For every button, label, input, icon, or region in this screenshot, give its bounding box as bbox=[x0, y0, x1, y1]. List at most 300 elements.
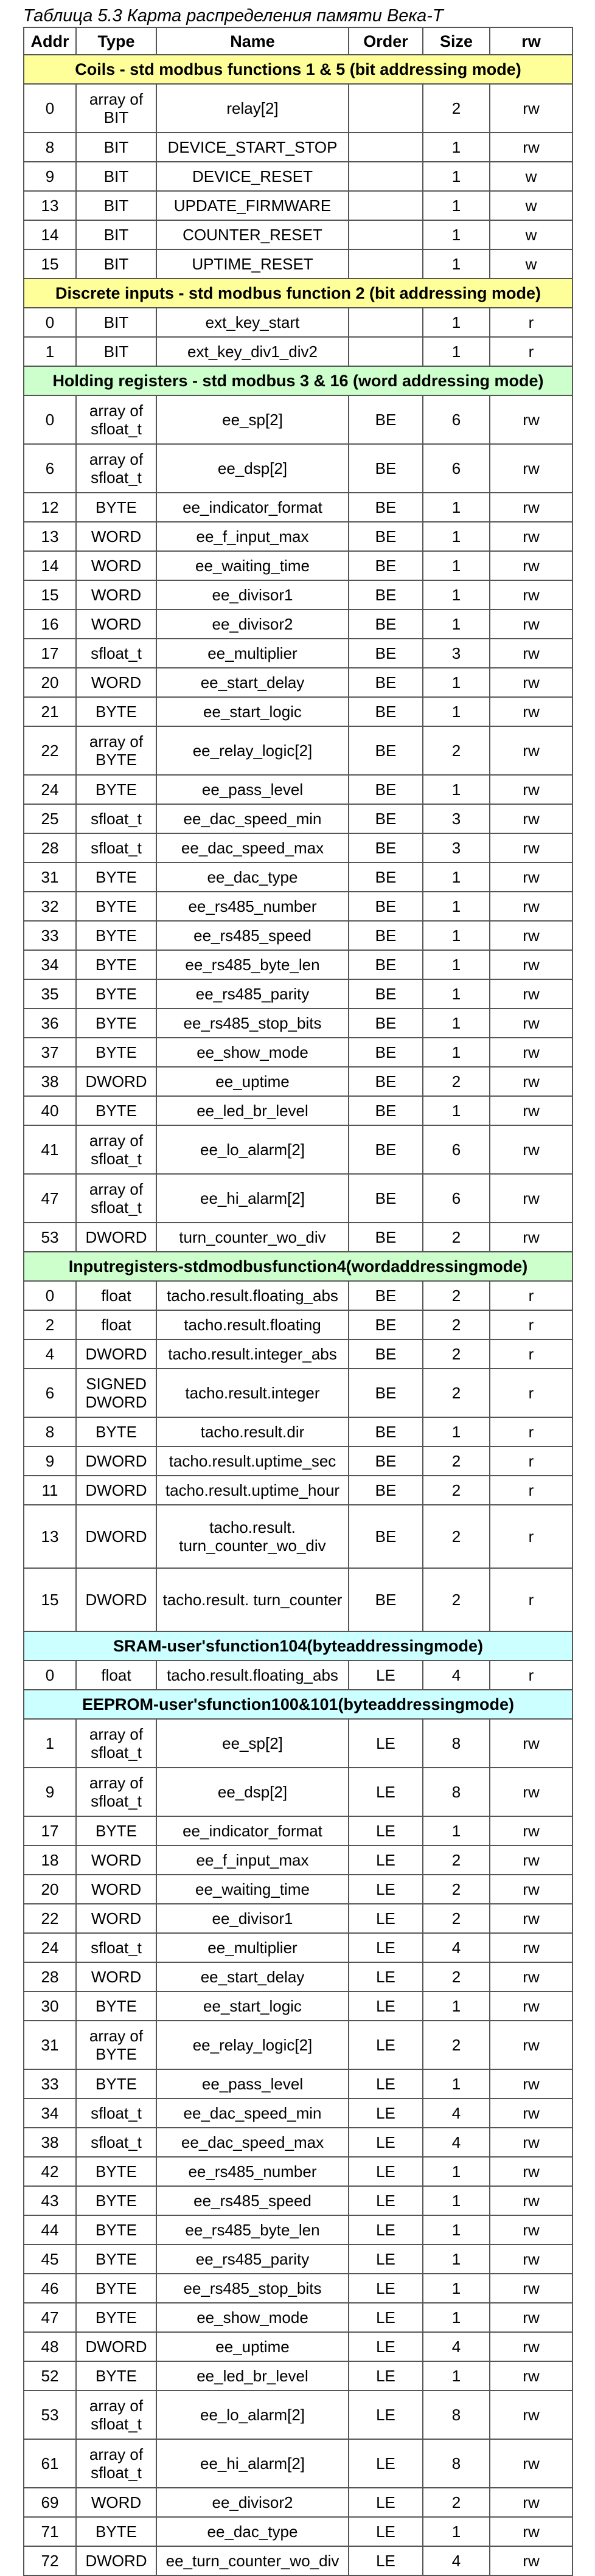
cell-size: 1 bbox=[423, 2274, 490, 2303]
cell-name: tacho.result.uptime_sec bbox=[156, 1446, 349, 1476]
cell-name: ee_divisor2 bbox=[156, 2488, 349, 2517]
cell-name: ee_pass_level bbox=[156, 2069, 349, 2099]
cell-name: ee_dac_type bbox=[156, 2517, 349, 2546]
table-row bbox=[24, 551, 572, 580]
cell-name: ee_f_input_max bbox=[156, 522, 349, 551]
cell-addr: 0 bbox=[24, 84, 76, 133]
cell-size: 2 bbox=[423, 1310, 490, 1339]
table-row bbox=[24, 522, 572, 551]
cell-addr: 0 bbox=[24, 308, 76, 337]
cell-type: WORD bbox=[76, 1875, 156, 1904]
table-row bbox=[24, 1962, 572, 1991]
cell-size: 1 bbox=[423, 249, 490, 279]
cell-size: 1 bbox=[423, 2069, 490, 2099]
cell-type: BYTE bbox=[76, 775, 156, 804]
table-row bbox=[24, 1009, 572, 1038]
header-size: Size bbox=[423, 27, 490, 55]
cell-type: DWORD bbox=[76, 2546, 156, 2575]
cell-addr: 72 bbox=[24, 2546, 76, 2575]
cell-order bbox=[349, 337, 423, 366]
cell-size: 1 bbox=[423, 1991, 490, 2021]
cell-name: ee_divisor1 bbox=[156, 580, 349, 609]
cell-order: LE bbox=[349, 2157, 423, 2186]
cell-rw: rw bbox=[490, 551, 572, 580]
cell-order: BE bbox=[349, 1281, 423, 1310]
cell-type: array of BIT bbox=[76, 84, 156, 133]
cell-addr: 1 bbox=[24, 1719, 76, 1768]
cell-name: ee_indicator_format bbox=[156, 493, 349, 522]
table-row bbox=[24, 1096, 572, 1125]
cell-size: 4 bbox=[423, 1661, 490, 1690]
cell-rw: rw bbox=[490, 1991, 572, 2021]
cell-size: 1 bbox=[423, 609, 490, 639]
cell-rw: rw bbox=[490, 1933, 572, 1962]
cell-addr: 9 bbox=[24, 1446, 76, 1476]
cell-order: LE bbox=[349, 2361, 423, 2390]
table-row bbox=[24, 1991, 572, 2021]
cell-addr: 6 bbox=[24, 1369, 76, 1417]
cell-order: BE bbox=[349, 863, 423, 892]
cell-rw: r bbox=[490, 1568, 572, 1631]
cell-order: BE bbox=[349, 1223, 423, 1252]
cell-rw: rw bbox=[490, 950, 572, 979]
cell-rw: rw bbox=[490, 1038, 572, 1067]
table-row bbox=[24, 668, 572, 697]
cell-type: DWORD bbox=[76, 1067, 156, 1096]
table-row bbox=[24, 308, 572, 337]
table-row bbox=[24, 1281, 572, 1310]
cell-rw: rw bbox=[490, 1962, 572, 1991]
cell-rw: r bbox=[490, 1339, 572, 1369]
cell-size: 4 bbox=[423, 2099, 490, 2128]
cell-size: 1 bbox=[423, 551, 490, 580]
cell-addr: 15 bbox=[24, 249, 76, 279]
cell-size: 6 bbox=[423, 1125, 490, 1174]
cell-rw: rw bbox=[490, 2215, 572, 2244]
cell-size: 8 bbox=[423, 2390, 490, 2439]
table-row bbox=[24, 2128, 572, 2157]
table-row bbox=[24, 1369, 572, 1417]
cell-addr: 0 bbox=[24, 1661, 76, 1690]
cell-size: 2 bbox=[423, 1067, 490, 1096]
table-row bbox=[24, 249, 572, 279]
cell-size: 1 bbox=[423, 668, 490, 697]
cell-addr: 13 bbox=[24, 191, 76, 220]
cell-size: 1 bbox=[423, 162, 490, 191]
cell-type: WORD bbox=[76, 2488, 156, 2517]
table-row bbox=[24, 1933, 572, 1962]
cell-rw: rw bbox=[490, 2546, 572, 2575]
table-row bbox=[24, 639, 572, 668]
cell-order: LE bbox=[349, 2069, 423, 2099]
cell-size: 1 bbox=[423, 1816, 490, 1845]
cell-order: LE bbox=[349, 1768, 423, 1816]
cell-name: ee_sp[2] bbox=[156, 1719, 349, 1768]
table-row bbox=[24, 804, 572, 833]
cell-order: LE bbox=[349, 2303, 423, 2332]
table-row bbox=[24, 1125, 572, 1174]
header-type: Type bbox=[76, 27, 156, 55]
cell-size: 1 bbox=[423, 2186, 490, 2215]
cell-order: LE bbox=[349, 2546, 423, 2575]
cell-size: 2 bbox=[423, 1505, 490, 1568]
cell-type: array of sfloat_t bbox=[76, 1768, 156, 1816]
table-row bbox=[24, 2517, 572, 2546]
cell-size: 2 bbox=[423, 726, 490, 775]
cell-addr: 71 bbox=[24, 2517, 76, 2546]
cell-size: 1 bbox=[423, 308, 490, 337]
cell-type: BIT bbox=[76, 308, 156, 337]
cell-name: relay[2] bbox=[156, 84, 349, 133]
section-header bbox=[24, 1690, 572, 1719]
cell-name: ee_dac_speed_min bbox=[156, 804, 349, 833]
cell-name: ee_dac_speed_max bbox=[156, 2128, 349, 2157]
cell-name: tacho.result.floating bbox=[156, 1310, 349, 1339]
cell-addr: 24 bbox=[24, 775, 76, 804]
cell-type: array of sfloat_t bbox=[76, 2439, 156, 2488]
cell-type: sfloat_t bbox=[76, 1933, 156, 1962]
cell-size: 8 bbox=[423, 1768, 490, 1816]
section-header bbox=[24, 55, 572, 84]
cell-order: BE bbox=[349, 493, 423, 522]
cell-order: BE bbox=[349, 444, 423, 493]
cell-size: 2 bbox=[423, 2488, 490, 2517]
cell-name: ee_lo_alarm[2] bbox=[156, 2390, 349, 2439]
cell-addr: 8 bbox=[24, 1417, 76, 1446]
cell-name: ee_rs485_stop_bits bbox=[156, 1009, 349, 1038]
cell-size: 2 bbox=[423, 1339, 490, 1369]
cell-name: ee_waiting_time bbox=[156, 1875, 349, 1904]
cell-size: 2 bbox=[423, 1904, 490, 1933]
section-header bbox=[24, 366, 572, 395]
cell-rw: r bbox=[490, 1661, 572, 1690]
cell-name: ee_uptime bbox=[156, 2332, 349, 2361]
cell-name: DEVICE_RESET bbox=[156, 162, 349, 191]
cell-size: 2 bbox=[423, 1281, 490, 1310]
table-row bbox=[24, 337, 572, 366]
header-order: Order bbox=[349, 27, 423, 55]
table-row bbox=[24, 833, 572, 863]
cell-type: BYTE bbox=[76, 493, 156, 522]
cell-name: ee_rs485_byte_len bbox=[156, 950, 349, 979]
cell-rw: rw bbox=[490, 1845, 572, 1875]
cell-addr: 46 bbox=[24, 2274, 76, 2303]
cell-addr: 1 bbox=[24, 337, 76, 366]
cell-type: BYTE bbox=[76, 2361, 156, 2390]
cell-size: 4 bbox=[423, 1933, 490, 1962]
cell-addr: 13 bbox=[24, 522, 76, 551]
cell-rw: rw bbox=[490, 1875, 572, 1904]
cell-order: LE bbox=[349, 2439, 423, 2488]
cell-size: 4 bbox=[423, 2332, 490, 2361]
table-row bbox=[24, 775, 572, 804]
cell-addr: 53 bbox=[24, 2390, 76, 2439]
cell-name: tacho.result.floating_abs bbox=[156, 1661, 349, 1690]
cell-name: UPTIME_RESET bbox=[156, 249, 349, 279]
section-title: Inputregisters-stdmodbusfunction4(wordaddressingmode) bbox=[24, 1252, 572, 1281]
cell-rw: r bbox=[490, 1446, 572, 1476]
cell-order bbox=[349, 84, 423, 133]
cell-type: WORD bbox=[76, 1904, 156, 1933]
cell-addr: 22 bbox=[24, 1904, 76, 1933]
cell-order: BE bbox=[349, 580, 423, 609]
table-row bbox=[24, 1768, 572, 1816]
table-row bbox=[24, 2546, 572, 2575]
section-title: Discrete inputs - std modbus function 2 (bit addressing mode) bbox=[24, 279, 572, 308]
cell-size: 4 bbox=[423, 2128, 490, 2157]
cell-addr: 34 bbox=[24, 2099, 76, 2128]
cell-rw: rw bbox=[490, 1067, 572, 1096]
cell-rw: rw bbox=[490, 2157, 572, 2186]
cell-addr: 41 bbox=[24, 1125, 76, 1174]
cell-order: BE bbox=[349, 551, 423, 580]
cell-order: LE bbox=[349, 1962, 423, 1991]
cell-addr: 18 bbox=[24, 1845, 76, 1875]
header-row bbox=[24, 27, 572, 55]
cell-order: LE bbox=[349, 1661, 423, 1690]
cell-order: LE bbox=[349, 2186, 423, 2215]
cell-name: tacho.result. turn_counter_wo_div bbox=[156, 1505, 349, 1568]
cell-name: ee_show_mode bbox=[156, 1038, 349, 1067]
cell-addr: 43 bbox=[24, 2186, 76, 2215]
table-row bbox=[24, 220, 572, 249]
cell-size: 1 bbox=[423, 2215, 490, 2244]
cell-order: LE bbox=[349, 1991, 423, 2021]
cell-size: 6 bbox=[423, 444, 490, 493]
cell-order: LE bbox=[349, 2517, 423, 2546]
cell-size: 1 bbox=[423, 697, 490, 726]
cell-type: BYTE bbox=[76, 2244, 156, 2274]
cell-addr: 13 bbox=[24, 1505, 76, 1568]
table-row bbox=[24, 1417, 572, 1446]
cell-type: BYTE bbox=[76, 1038, 156, 1067]
cell-size: 1 bbox=[423, 133, 490, 162]
cell-rw: rw bbox=[490, 1816, 572, 1845]
cell-rw: r bbox=[490, 1476, 572, 1505]
cell-name: ee_dac_speed_max bbox=[156, 833, 349, 863]
cell-addr: 38 bbox=[24, 1067, 76, 1096]
cell-size: 2 bbox=[423, 1369, 490, 1417]
cell-addr: 16 bbox=[24, 609, 76, 639]
cell-rw: rw bbox=[490, 2390, 572, 2439]
cell-addr: 20 bbox=[24, 668, 76, 697]
cell-order: LE bbox=[349, 1875, 423, 1904]
cell-name: ee_rs485_number bbox=[156, 892, 349, 921]
table-row bbox=[24, 1568, 572, 1631]
cell-rw: rw bbox=[490, 2439, 572, 2488]
cell-rw: w bbox=[490, 191, 572, 220]
cell-order: LE bbox=[349, 2274, 423, 2303]
table-body bbox=[24, 55, 572, 2575]
cell-order: LE bbox=[349, 2128, 423, 2157]
cell-order: BE bbox=[349, 1417, 423, 1446]
cell-size: 1 bbox=[423, 863, 490, 892]
cell-name: ee_dsp[2] bbox=[156, 1768, 349, 1816]
table-row bbox=[24, 1661, 572, 1690]
cell-name: ee_uptime bbox=[156, 1067, 349, 1096]
cell-rw: rw bbox=[490, 2332, 572, 2361]
cell-order: BE bbox=[349, 950, 423, 979]
table-row bbox=[24, 2439, 572, 2488]
table-row bbox=[24, 2274, 572, 2303]
cell-name: ee_dsp[2] bbox=[156, 444, 349, 493]
cell-order: BE bbox=[349, 1096, 423, 1125]
cell-size: 1 bbox=[423, 580, 490, 609]
cell-size: 1 bbox=[423, 1038, 490, 1067]
table-row bbox=[24, 1845, 572, 1875]
cell-order: BE bbox=[349, 1125, 423, 1174]
table-row bbox=[24, 493, 572, 522]
cell-type: WORD bbox=[76, 1962, 156, 1991]
cell-name: ee_start_delay bbox=[156, 668, 349, 697]
cell-size: 2 bbox=[423, 84, 490, 133]
cell-name: ee_pass_level bbox=[156, 775, 349, 804]
cell-rw: rw bbox=[490, 2099, 572, 2128]
cell-order: BE bbox=[349, 775, 423, 804]
cell-rw: rw bbox=[490, 639, 572, 668]
cell-addr: 14 bbox=[24, 220, 76, 249]
cell-type: BYTE bbox=[76, 2215, 156, 2244]
header-name: Name bbox=[156, 27, 349, 55]
cell-type: sfloat_t bbox=[76, 2128, 156, 2157]
cell-size: 1 bbox=[423, 493, 490, 522]
cell-addr: 52 bbox=[24, 2361, 76, 2390]
cell-size: 2 bbox=[423, 1875, 490, 1904]
cell-size: 2 bbox=[423, 1845, 490, 1875]
cell-type: WORD bbox=[76, 580, 156, 609]
cell-type: BYTE bbox=[76, 950, 156, 979]
cell-order: LE bbox=[349, 2332, 423, 2361]
cell-name: ee_divisor2 bbox=[156, 609, 349, 639]
cell-size: 8 bbox=[423, 1719, 490, 1768]
cell-order: BE bbox=[349, 1038, 423, 1067]
cell-rw: rw bbox=[490, 697, 572, 726]
cell-rw: rw bbox=[490, 84, 572, 133]
cell-name: ee_hi_alarm[2] bbox=[156, 1174, 349, 1223]
cell-name: ee_start_logic bbox=[156, 697, 349, 726]
cell-type: sfloat_t bbox=[76, 2099, 156, 2128]
cell-name: ee_turn_counter_wo_div bbox=[156, 2546, 349, 2575]
cell-rw: rw bbox=[490, 863, 572, 892]
cell-rw: w bbox=[490, 162, 572, 191]
cell-addr: 11 bbox=[24, 1476, 76, 1505]
table-row bbox=[24, 2021, 572, 2069]
cell-addr: 34 bbox=[24, 950, 76, 979]
cell-addr: 31 bbox=[24, 863, 76, 892]
cell-addr: 2 bbox=[24, 1310, 76, 1339]
cell-order: BE bbox=[349, 1568, 423, 1631]
cell-order: BE bbox=[349, 1476, 423, 1505]
cell-order: BE bbox=[349, 892, 423, 921]
cell-type: array of sfloat_t bbox=[76, 1719, 156, 1768]
cell-type: BYTE bbox=[76, 979, 156, 1009]
cell-order: BE bbox=[349, 726, 423, 775]
cell-size: 1 bbox=[423, 979, 490, 1009]
cell-name: ee_rs485_stop_bits bbox=[156, 2274, 349, 2303]
table-row bbox=[24, 1816, 572, 1845]
cell-order: BE bbox=[349, 833, 423, 863]
table-row bbox=[24, 921, 572, 950]
cell-name: ee_indicator_format bbox=[156, 1816, 349, 1845]
cell-type: BIT bbox=[76, 337, 156, 366]
cell-type: sfloat_t bbox=[76, 833, 156, 863]
cell-type: float bbox=[76, 1661, 156, 1690]
cell-rw: r bbox=[490, 1281, 572, 1310]
cell-order: LE bbox=[349, 2021, 423, 2069]
cell-type: array of sfloat_t bbox=[76, 395, 156, 444]
cell-addr: 40 bbox=[24, 1096, 76, 1125]
cell-rw: rw bbox=[490, 979, 572, 1009]
cell-size: 2 bbox=[423, 1962, 490, 1991]
cell-name: ee_start_logic bbox=[156, 1991, 349, 2021]
cell-size: 1 bbox=[423, 2157, 490, 2186]
cell-order bbox=[349, 308, 423, 337]
cell-size: 1 bbox=[423, 921, 490, 950]
cell-order: BE bbox=[349, 395, 423, 444]
cell-addr: 32 bbox=[24, 892, 76, 921]
cell-rw: rw bbox=[490, 2361, 572, 2390]
cell-size: 2 bbox=[423, 2021, 490, 2069]
cell-size: 2 bbox=[423, 1223, 490, 1252]
cell-order bbox=[349, 191, 423, 220]
table-row bbox=[24, 395, 572, 444]
cell-size: 1 bbox=[423, 220, 490, 249]
cell-addr: 33 bbox=[24, 2069, 76, 2099]
section-header bbox=[24, 279, 572, 308]
cell-order: LE bbox=[349, 1719, 423, 1768]
table-row bbox=[24, 1505, 572, 1568]
cell-rw: rw bbox=[490, 1223, 572, 1252]
cell-rw: w bbox=[490, 249, 572, 279]
cell-size: 8 bbox=[423, 2439, 490, 2488]
cell-addr: 35 bbox=[24, 979, 76, 1009]
cell-rw: r bbox=[490, 308, 572, 337]
cell-rw: r bbox=[490, 337, 572, 366]
cell-size: 2 bbox=[423, 1476, 490, 1505]
cell-type: BYTE bbox=[76, 697, 156, 726]
cell-rw: rw bbox=[490, 1096, 572, 1125]
cell-name: ee_rs485_speed bbox=[156, 921, 349, 950]
cell-addr: 25 bbox=[24, 804, 76, 833]
table-row bbox=[24, 1476, 572, 1505]
cell-rw: r bbox=[490, 1417, 572, 1446]
cell-type: array of BYTE bbox=[76, 726, 156, 775]
cell-type: BYTE bbox=[76, 1417, 156, 1446]
cell-addr: 0 bbox=[24, 395, 76, 444]
cell-addr: 9 bbox=[24, 1768, 76, 1816]
cell-order bbox=[349, 162, 423, 191]
cell-type: sfloat_t bbox=[76, 804, 156, 833]
table-row bbox=[24, 863, 572, 892]
cell-order: BE bbox=[349, 639, 423, 668]
table-row bbox=[24, 2099, 572, 2128]
table-row bbox=[24, 1038, 572, 1067]
cell-size: 2 bbox=[423, 1446, 490, 1476]
cell-addr: 31 bbox=[24, 2021, 76, 2069]
cell-type: array of sfloat_t bbox=[76, 1125, 156, 1174]
cell-type: WORD bbox=[76, 522, 156, 551]
table-row bbox=[24, 1875, 572, 1904]
cell-size: 1 bbox=[423, 1009, 490, 1038]
cell-addr: 28 bbox=[24, 1962, 76, 1991]
cell-name: tacho.result.dir bbox=[156, 1417, 349, 1446]
cell-name: tacho.result.uptime_hour bbox=[156, 1476, 349, 1505]
table-row bbox=[24, 2186, 572, 2215]
cell-name: ee_multiplier bbox=[156, 1933, 349, 1962]
table-row bbox=[24, 950, 572, 979]
cell-name: ee_hi_alarm[2] bbox=[156, 2439, 349, 2488]
cell-size: 2 bbox=[423, 1568, 490, 1631]
